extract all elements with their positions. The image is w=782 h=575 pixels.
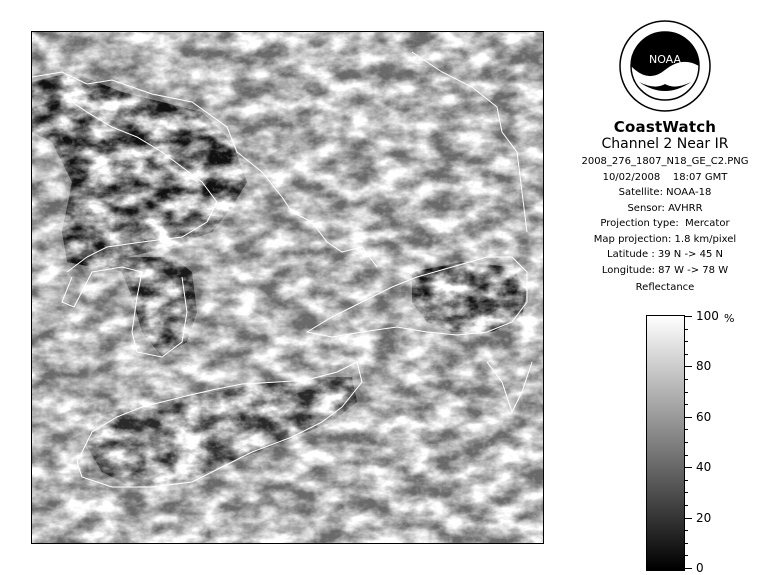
scale-minor-tick	[684, 341, 688, 342]
scale-minor-tick	[684, 505, 688, 506]
scale-minor-tick	[684, 354, 688, 355]
projection-type: Projection type: Mercator	[600, 218, 730, 229]
channel-label: Channel 2 Near IR	[601, 136, 729, 152]
scale-tick-label: 40	[696, 460, 712, 475]
scale-major-tick	[684, 316, 692, 317]
info-panel	[560, 20, 770, 575]
scale-major-tick	[684, 366, 692, 367]
scale-tick-label: 100	[696, 309, 719, 323]
scale-minor-tick	[684, 329, 688, 330]
scale-minor-tick	[684, 543, 688, 544]
satellite: Satellite: NOAA-18	[618, 187, 712, 198]
scale-unit: %	[724, 312, 735, 325]
metadata-block	[560, 154, 770, 278]
cloud-speckle	[32, 32, 543, 543]
scale-title: Reflectance	[635, 282, 695, 293]
filename: 2008_276_1807_N18_GE_C2.PNG	[581, 156, 749, 167]
scale-major-tick	[684, 568, 692, 569]
scale-minor-tick	[684, 379, 688, 380]
scale-minor-tick	[684, 442, 688, 443]
satellite-image	[31, 31, 544, 544]
scale-tick-label: 0	[696, 561, 704, 575]
scale-major-tick	[684, 518, 692, 519]
noaa-logo-icon	[619, 20, 711, 112]
scale-minor-tick	[684, 455, 688, 456]
scale-minor-tick	[684, 530, 688, 531]
map-projection: Map projection: 1.8 km/pixel	[593, 233, 737, 245]
longitude: Longitude: 87 W -> 78 W	[601, 264, 729, 276]
brand-title: CoastWatch	[613, 118, 717, 136]
scale-minor-tick	[684, 392, 688, 393]
scale-minor-tick	[684, 429, 688, 430]
scale-minor-tick	[684, 555, 688, 556]
scale-tick-label: 80	[696, 359, 712, 374]
scale-major-tick	[684, 417, 692, 418]
sensor: Sensor: AVHRR	[627, 202, 703, 214]
scale-tick-label: 20	[696, 510, 712, 525]
scale-tick-label: 60	[696, 409, 712, 424]
scale-minor-tick	[684, 492, 688, 493]
noaa-logo-text: NOAA	[648, 53, 682, 66]
scale-major-tick	[684, 467, 692, 468]
latitude: Latitude : 39 N -> 45 N	[607, 249, 723, 260]
scale-minor-tick	[684, 480, 688, 481]
reflectance-scale-bar	[646, 315, 685, 571]
noaa-logo	[619, 20, 711, 112]
scale-minor-tick	[684, 404, 688, 405]
datetime: 10/02/2008 18:07 GMT	[602, 171, 728, 183]
satellite-image-svg	[32, 32, 543, 543]
